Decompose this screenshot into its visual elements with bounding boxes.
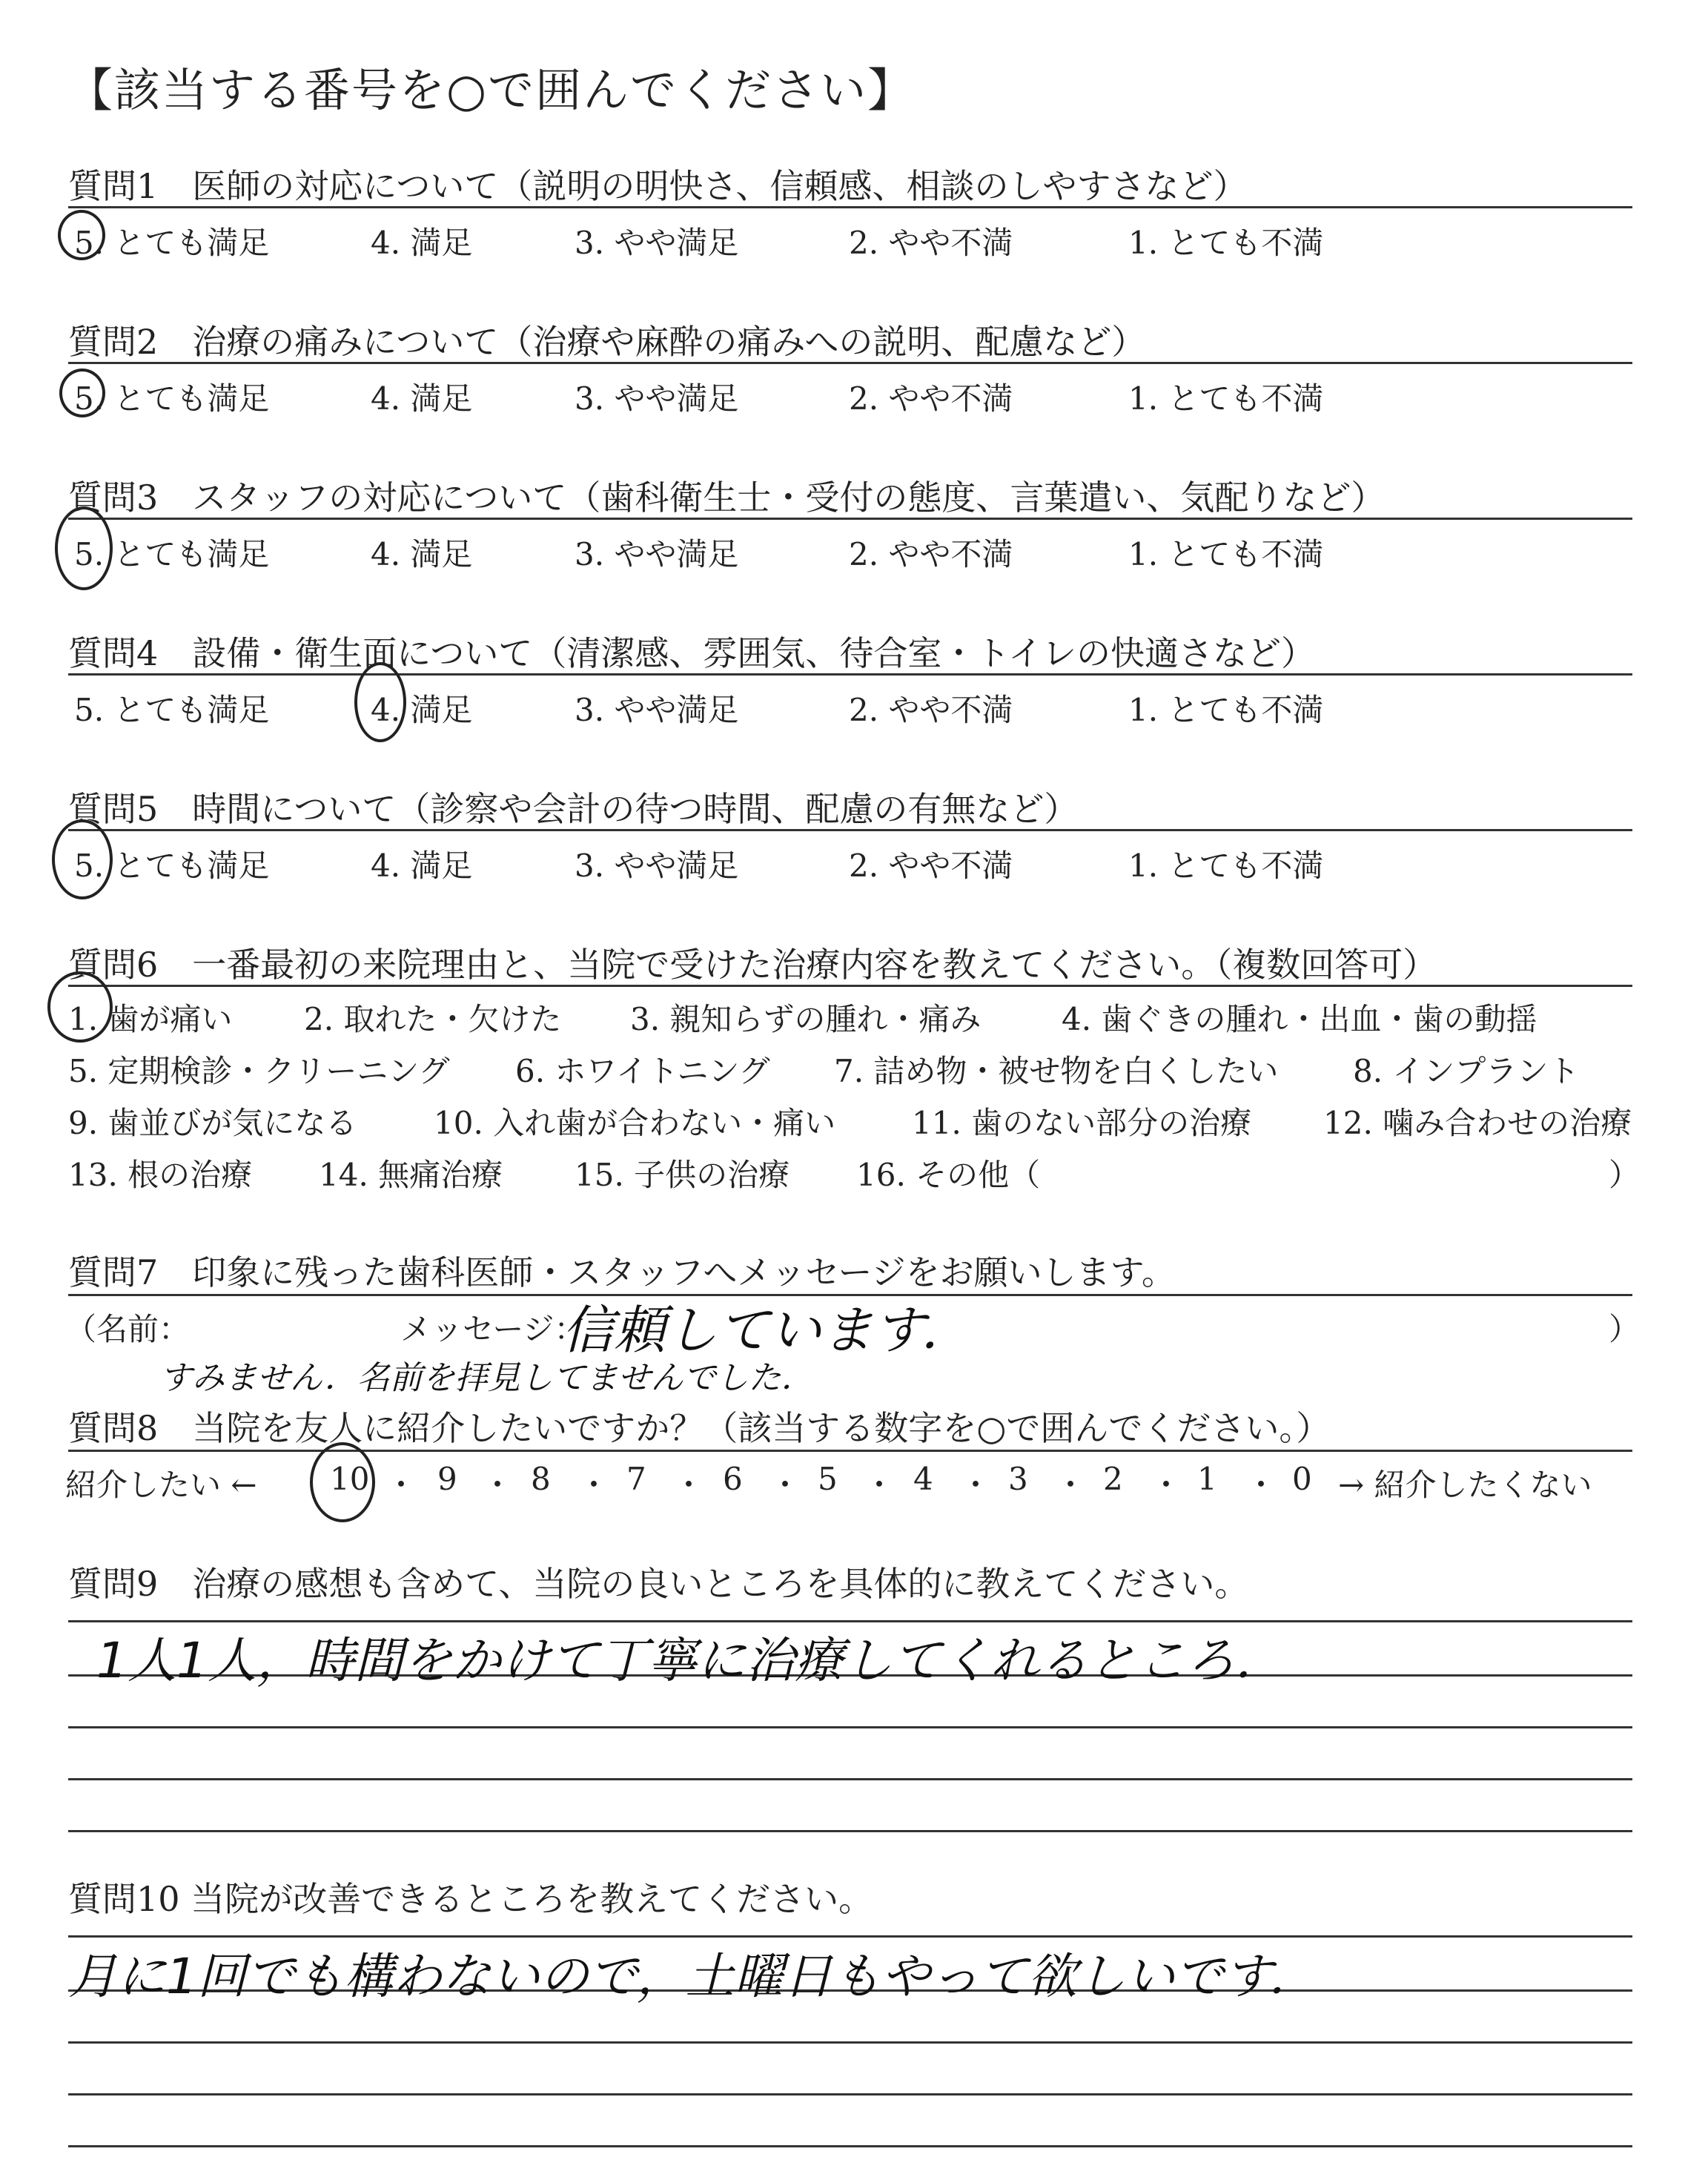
q7-message-handwriting: 信頼しています． xyxy=(562,1300,973,1361)
q6-option-4[interactable]: 4. 歯ぐきの腫れ・出血・歯の動揺 xyxy=(1062,1001,1537,1037)
q8-separator: ・ xyxy=(864,1467,896,1503)
q3-option-3[interactable]: 3. やや満足 xyxy=(575,536,739,572)
q8-number-0[interactable]: 0 xyxy=(1292,1461,1312,1497)
q2-option-4[interactable]: 4. 満足 xyxy=(371,380,473,417)
divider xyxy=(68,362,1632,364)
q8-separator: ・ xyxy=(1245,1467,1277,1503)
q8-number-1[interactable]: 1 xyxy=(1197,1461,1217,1497)
q4-option-3[interactable]: 3. やや満足 xyxy=(575,692,739,728)
q7-name-label: （名前： xyxy=(65,1311,191,1347)
q3-option-2[interactable]: 2. やや不満 xyxy=(849,536,1013,572)
q2-options xyxy=(68,374,1632,419)
q7-message-label: メッセージ： xyxy=(400,1311,586,1347)
q8-left-label: 紹介したい ← xyxy=(65,1467,257,1503)
answer-line xyxy=(68,2145,1632,2147)
divider xyxy=(68,518,1632,520)
question-8: 質問8 当院を友人に紹介したいですか？（該当する数字を○で囲んでください。） xyxy=(68,1408,1331,1448)
q8-number-8[interactable]: 8 xyxy=(531,1461,551,1497)
q5-options xyxy=(68,842,1632,886)
q4-option-5[interactable]: 5. とても満足 xyxy=(74,692,270,728)
q8-separator: ・ xyxy=(482,1467,514,1503)
q5-option-5[interactable]: 5. とても満足 xyxy=(74,848,270,884)
q4-options xyxy=(68,686,1632,730)
q8-separator: ・ xyxy=(769,1467,801,1503)
q8-separator: ・ xyxy=(673,1467,705,1503)
q1-selection-circle xyxy=(58,210,105,260)
q6-option-12[interactable]: 12. 噛み合わせの治療 xyxy=(1323,1105,1632,1141)
q1-option-3[interactable]: 3. やや満足 xyxy=(575,225,739,261)
q8-number-5[interactable]: 5 xyxy=(818,1461,838,1497)
question-4: 質問4 設備・衛生面について（清潔感、雰囲気、待合室・トイレの快適さなど） xyxy=(68,633,1316,673)
q6-selection-circle xyxy=(47,971,113,1043)
q3-option-4[interactable]: 4. 満足 xyxy=(371,536,473,572)
q5-option-4[interactable]: 4. 満足 xyxy=(371,848,473,884)
q6-option-5[interactable]: 5. 定期検診・クリーニング xyxy=(68,1053,450,1089)
divider xyxy=(68,1450,1632,1452)
answer-line xyxy=(68,1778,1632,1780)
q8-right-label: → 紹介したくない xyxy=(1338,1467,1592,1503)
q8-separator: ・ xyxy=(1055,1467,1087,1503)
q6-option-1[interactable]: 1. 歯が痛い xyxy=(68,1001,233,1037)
question-10: 質問10 当院が改善できるところを教えてください。 xyxy=(68,1879,873,1919)
divider xyxy=(68,206,1632,208)
q2-option-2[interactable]: 2. やや不満 xyxy=(849,380,1013,417)
q10-answer-handwriting: 月に1回でも構わないので，土曜日もやって欲しいです． xyxy=(68,1948,1318,2005)
question-7: 質問7 印象に残った歯科医師・スタッフへメッセージをお願いします。 xyxy=(68,1252,1176,1292)
question-5: 質問5 時間について（診察や会計の待つ時間、配慮の有無など） xyxy=(68,789,1079,829)
q6-option-6[interactable]: 6. ホワイトニング xyxy=(515,1053,770,1089)
q6-option-11[interactable]: 11. 歯のない部分の治療 xyxy=(912,1105,1252,1141)
q2-option-3[interactable]: 3. やや満足 xyxy=(575,380,739,417)
q6-close-paren: ） xyxy=(1609,1157,1641,1193)
q5-selection-circle xyxy=(52,819,113,899)
q8-number-2[interactable]: 2 xyxy=(1103,1461,1123,1497)
q5-option-2[interactable]: 2. やや不満 xyxy=(849,848,1013,884)
q2-option-5[interactable]: 5. とても満足 xyxy=(74,380,270,417)
question-9: 質問9 治療の感想も含めて、当院の良いところを具体的に教えてください。 xyxy=(68,1564,1249,1604)
question-1: 質問1 医師の対応について（説明の明快さ、信頼感、相談のしやすさなど） xyxy=(68,166,1248,206)
q8-number-10[interactable]: 10 xyxy=(330,1461,370,1497)
page-title: 【該当する番号を○で囲んでください】 xyxy=(67,63,916,117)
q9-answer-handwriting: 1人1人，時間をかけて丁寧に治療してくれるところ． xyxy=(96,1632,1284,1689)
q7-close-paren: ） xyxy=(1609,1311,1641,1347)
q1-option-4[interactable]: 4. 満足 xyxy=(371,225,473,261)
q8-number-7[interactable]: 7 xyxy=(626,1461,646,1497)
q7-name-handwriting: すみません．名前を拝見してませんでした． xyxy=(159,1359,814,1397)
q1-option-1[interactable]: 1. とても不満 xyxy=(1128,225,1324,261)
q8-separator: ・ xyxy=(578,1467,610,1503)
q8-separator: ・ xyxy=(385,1467,417,1503)
q2-option-1[interactable]: 1. とても不満 xyxy=(1128,380,1324,417)
q6-option-13[interactable]: 13. 根の治療 xyxy=(68,1157,253,1193)
question-3: 質問3 スタッフの対応について（歯科衛生士・受付の態度、言葉遣い、気配りなど） xyxy=(68,478,1386,518)
answer-line xyxy=(68,2093,1632,2095)
q6-option-9[interactable]: 9. 歯並びが気になる xyxy=(68,1105,357,1141)
q4-option-4[interactable]: 4. 満足 xyxy=(371,692,473,728)
q8-separator: ・ xyxy=(1151,1467,1182,1503)
q3-selection-circle xyxy=(55,506,113,590)
q3-options xyxy=(68,530,1632,575)
q2-selection-circle xyxy=(59,369,105,417)
q6-option-8[interactable]: 8. インプラント xyxy=(1353,1053,1580,1089)
q6-option-3[interactable]: 3. 親知らずの腫れ・痛み xyxy=(630,1001,982,1037)
answer-line xyxy=(68,2041,1632,2044)
q6-option-14[interactable]: 14. 無痛治療 xyxy=(319,1157,503,1193)
q5-option-3[interactable]: 3. やや満足 xyxy=(575,848,739,884)
q6-option-16[interactable]: 16. その他（ xyxy=(856,1157,1041,1193)
divider xyxy=(68,829,1632,831)
q1-options xyxy=(68,219,1632,263)
q8-number-6[interactable]: 6 xyxy=(723,1461,743,1497)
q1-option-5[interactable]: 5. とても満足 xyxy=(74,225,270,261)
q6-option-10[interactable]: 10. 入れ歯が合わない・痛い xyxy=(434,1105,836,1141)
q8-number-9[interactable]: 9 xyxy=(437,1461,457,1497)
question-2: 質問2 治療の痛みについて（治療や麻酔の痛みへの説明、配慮など） xyxy=(68,322,1146,362)
q6-option-7[interactable]: 7. 詰め物・被せ物を白くしたい xyxy=(834,1053,1279,1089)
answer-line xyxy=(68,1830,1632,1832)
q8-separator: ・ xyxy=(960,1467,992,1503)
question-6: 質問6 一番最初の来院理由と、当院で受けた治療内容を教えてください。（複数回答可） xyxy=(68,945,1437,985)
divider xyxy=(68,985,1632,987)
divider xyxy=(68,673,1632,676)
q5-option-1[interactable]: 1. とても不満 xyxy=(1128,848,1324,884)
q3-option-5[interactable]: 5. とても満足 xyxy=(74,536,270,572)
q8-number-3[interactable]: 3 xyxy=(1008,1461,1028,1497)
q6-option-2[interactable]: 2. 取れた・欠けた xyxy=(304,1001,562,1037)
q8-selection-circle xyxy=(310,1442,375,1522)
q3-option-1[interactable]: 1. とても不満 xyxy=(1128,536,1324,572)
q4-option-2[interactable]: 2. やや不満 xyxy=(849,692,1013,728)
q4-selection-circle xyxy=(354,662,406,742)
q8-number-4[interactable]: 4 xyxy=(913,1461,933,1497)
q4-option-1[interactable]: 1. とても不満 xyxy=(1128,692,1324,728)
q6-option-15[interactable]: 15. 子供の治療 xyxy=(575,1157,790,1193)
q1-option-2[interactable]: 2. やや不満 xyxy=(849,225,1013,261)
answer-line xyxy=(68,1726,1632,1728)
